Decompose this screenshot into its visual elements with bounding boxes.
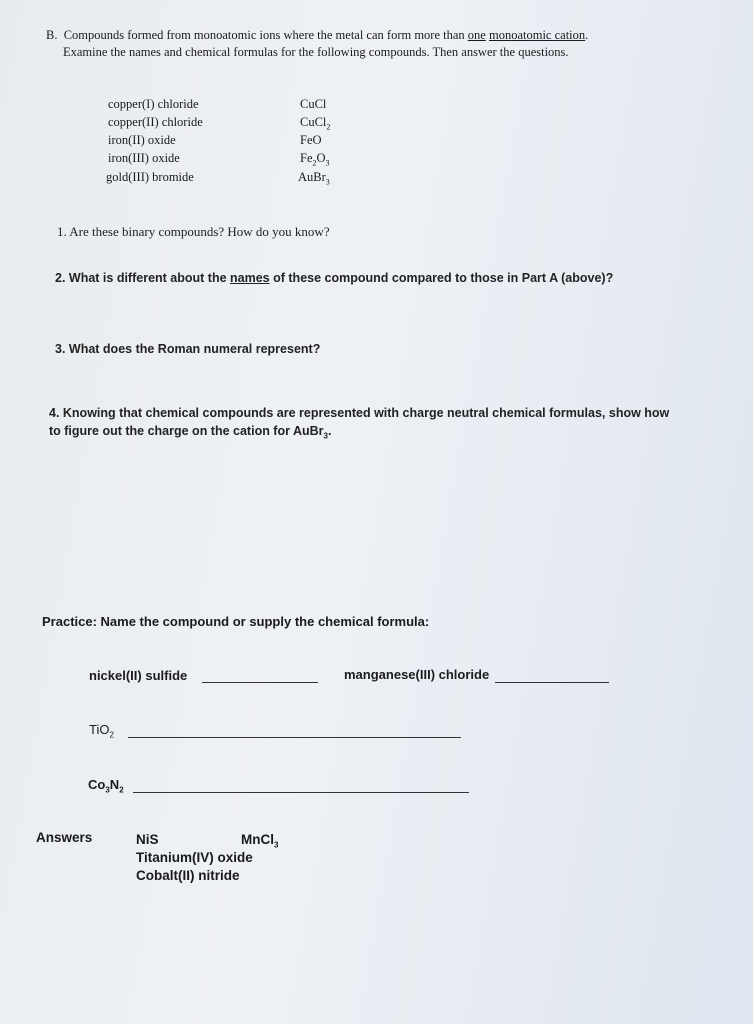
compound-formula bbox=[300, 133, 322, 148]
formula-subscript: 2 bbox=[326, 122, 331, 132]
formula-subscript: 2 bbox=[119, 785, 124, 795]
formula-text: FeO bbox=[300, 133, 322, 147]
compound-formula bbox=[300, 97, 326, 112]
compound-formula bbox=[300, 151, 330, 168]
formula-text: CuCl bbox=[300, 97, 327, 111]
formula-subscript: 2 bbox=[312, 158, 317, 168]
compound-name: copper(II) chloride bbox=[108, 115, 203, 129]
compound-formula bbox=[298, 170, 330, 187]
question-4-line2 bbox=[49, 424, 331, 441]
formula-text: Fe bbox=[300, 151, 313, 165]
formula-subscript: 3 bbox=[274, 840, 279, 850]
answer-blank[interactable] bbox=[495, 682, 609, 683]
practice-item-tio2 bbox=[89, 722, 114, 740]
question-3: 3. What does the Roman numeral represent? bbox=[55, 342, 321, 356]
question-1: 1. Are these binary compounds? How do you know? bbox=[57, 224, 330, 239]
formula-text: CuCl bbox=[300, 115, 327, 129]
formula-text: MnCl bbox=[241, 832, 274, 847]
compound-name: iron(III) oxide bbox=[108, 151, 180, 165]
answer-titanium-oxide: Titanium(IV) oxide bbox=[136, 850, 253, 865]
question-4-text: to figure out the charge on the cation for AuBr bbox=[49, 424, 324, 438]
formula-text: N bbox=[109, 777, 120, 792]
part-b-label: B. bbox=[46, 28, 58, 42]
formula-subscript: 3 bbox=[325, 158, 330, 168]
question-2-text-end: of these compound compared to those in Part A (above)? bbox=[273, 271, 614, 285]
part-b-line1-text: Compounds formed from monoatomic ions where the metal can form more than bbox=[63, 28, 465, 42]
compound-name: copper(I) chloride bbox=[108, 97, 199, 111]
question-2 bbox=[55, 271, 613, 285]
compound-formula bbox=[300, 115, 330, 132]
part-b-header-line1 bbox=[46, 28, 588, 43]
answer-cobalt-nitride: Cobalt(II) nitride bbox=[136, 868, 240, 883]
compound-name: iron(II) oxide bbox=[108, 133, 176, 147]
question-4-end: . bbox=[328, 424, 332, 438]
practice-item-manganese-chloride: manganese(III) chloride bbox=[344, 667, 490, 682]
practice-item-co3n2 bbox=[88, 777, 124, 795]
answer-blank[interactable] bbox=[133, 792, 469, 793]
answer-mncl3 bbox=[241, 832, 278, 850]
compound-name: gold(III) bromide bbox=[106, 170, 194, 184]
formula-text: O bbox=[316, 151, 326, 165]
question-2-underlined-names: names bbox=[230, 271, 270, 285]
part-b-header-line2: Examine the names and chemical formulas for the following compounds. Then answer the questions. bbox=[63, 45, 569, 59]
answers-label: Answers bbox=[36, 830, 93, 845]
formula-text: Co bbox=[88, 777, 106, 792]
answer-blank[interactable] bbox=[128, 737, 461, 738]
question-2-text: 2. What is different about the bbox=[55, 271, 227, 285]
part-b-underlined-monoatomic-cation: monoatomic cation bbox=[488, 28, 586, 42]
part-b-underlined-one: one bbox=[467, 28, 486, 42]
formula-subscript: 3 bbox=[325, 177, 330, 187]
question-4-line1: 4. Knowing that chemical compounds are represented with charge neutral chemical formulas, show how bbox=[49, 406, 670, 420]
formula-subscript: 2 bbox=[109, 730, 114, 740]
formula-text: TiO bbox=[89, 722, 110, 737]
practice-item-nickel-sulfide: nickel(II) sulfide bbox=[89, 668, 188, 683]
formula-subscript: 3 bbox=[323, 431, 328, 441]
part-b-line1-end: . bbox=[585, 28, 589, 42]
practice-heading: Practice: Name the compound or supply the chemical formula: bbox=[42, 614, 430, 629]
answer-blank[interactable] bbox=[202, 682, 318, 683]
formula-subscript: 3 bbox=[105, 785, 110, 795]
formula-text: AuBr bbox=[298, 170, 326, 184]
answer-nis: NiS bbox=[136, 832, 159, 847]
